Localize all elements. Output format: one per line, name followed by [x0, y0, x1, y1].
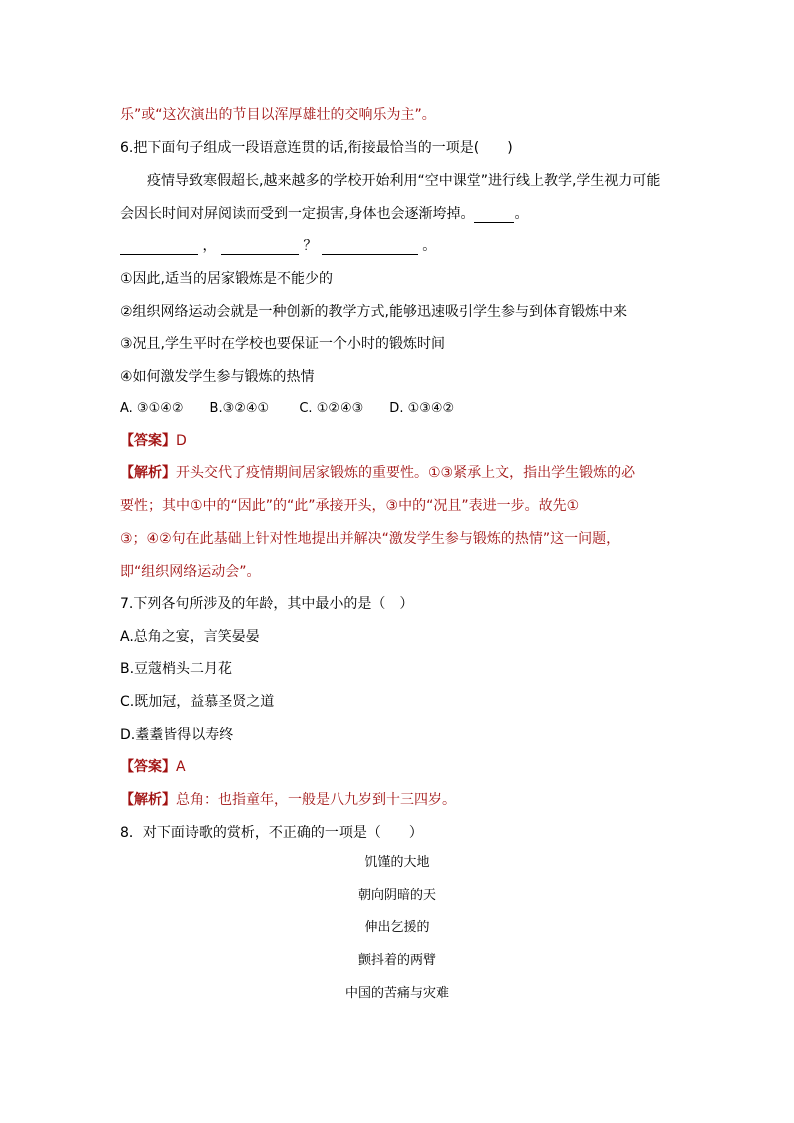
explanation-label: 【解析】: [120, 465, 176, 481]
question-7-option: C.既加冠，益慕圣贤之道: [120, 694, 275, 710]
question-6-title: 6.把下面句子组成一段语意连贯的话,衔接最恰当的一项是( ): [120, 140, 513, 156]
fill-blank: [474, 208, 514, 223]
answer-value: A: [176, 759, 186, 775]
explanation-text: 总角：也指童年，一般是八九岁到十三四岁。: [176, 792, 456, 808]
explanation-text: 开头交代了疫情期间居家锻炼的重要性。①③紧承上文，指出学生锻炼的必: [176, 465, 636, 481]
blank-separator: 。: [422, 238, 437, 254]
explanation-line: [120, 464, 635, 482]
question-7-option: A.总角之宴，言笑晏晏: [120, 629, 260, 645]
explanation-line: 要性；其中①中的“因此”的“此”承接开头，③中的“况且”表进一步。故先①: [120, 498, 580, 514]
fill-blank: [120, 240, 198, 255]
question-8-title: 8．对下面诗歌的赏析，不正确的一项是（ ）: [120, 825, 423, 841]
answer-label: 【答案】: [120, 759, 176, 775]
answer-label: 【答案】: [120, 433, 176, 449]
poem-line: 伸出乞援的: [364, 920, 430, 935]
paragraph-end-punct: 。: [514, 206, 529, 222]
question-7-option: B.豆蔻梢头二月花: [120, 661, 233, 677]
fill-blank: [322, 240, 418, 255]
question-6-paragraph-line: 疫情导致寒假超长,越来越多的学校开始利用“空中课堂”进行线上教学,学生视力可能: [147, 173, 661, 189]
question-7-title: 7.下列各句所涉及的年龄，其中最小的是（ ）: [120, 596, 414, 612]
explanation-line: [120, 791, 456, 809]
question-6-paragraph-line: [120, 205, 528, 223]
fill-blank: [221, 240, 299, 255]
poem-line: 中国的苦痛与灾难: [344, 986, 449, 1001]
question-7-option: D.耋耋皆得以寿终: [120, 727, 234, 743]
poem-line: 颤抖着的两臂: [357, 953, 436, 968]
explanation-line: ③；④②句在此基础上针对性地提出并解决“激发学生参与锻炼的热情”这一问题，: [120, 531, 621, 547]
answer-choices: A. ③①④② B.③②④① C. ①②④③ D. ①③④②: [120, 401, 455, 416]
text-line: 乐”或“这次演出的节目以浑厚雄壮的交响乐为主”。: [120, 107, 436, 123]
blanks-row: [120, 237, 436, 255]
explanation-line: 即“组织网络运动会”。: [120, 564, 261, 580]
poem-line: 饥馑的大地: [364, 855, 430, 870]
option-sentence: ④如何激发学生参与锻炼的热情: [120, 369, 315, 385]
answer-line: [120, 432, 187, 450]
option-sentence: ②组织网络运动会就是一种创新的教学方式,能够迅速吸引学生参与到体育锻炼中来: [120, 304, 627, 320]
answer-value: D: [176, 433, 187, 449]
paragraph-text: 会因长时间对屏阅读而受到一定损害,身体也会逐渐垮掉。: [120, 206, 475, 222]
option-sentence: ③况且,学生平时在学校也要保证一个小时的锻炼时间: [120, 336, 445, 352]
option-sentence: ①因此,适当的居家锻炼是不能少的: [120, 271, 334, 287]
explanation-label: 【解析】: [120, 792, 176, 808]
blank-separator: ，: [202, 238, 217, 254]
poem-line: 朝向阴暗的天: [357, 888, 436, 903]
answer-line: [120, 758, 186, 776]
blank-separator: ？: [303, 238, 318, 254]
